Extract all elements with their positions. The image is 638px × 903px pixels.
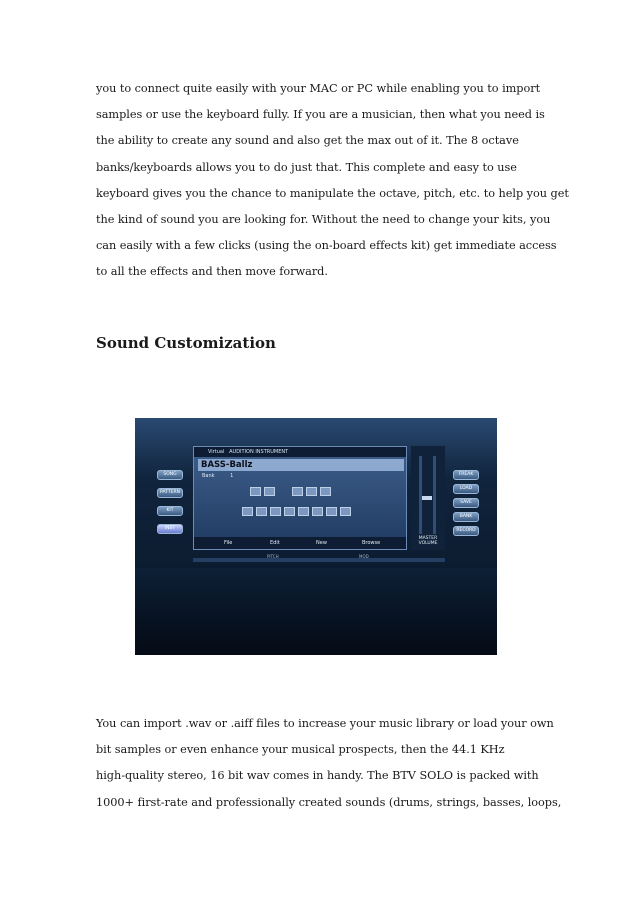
section-heading: Sound Customization — [96, 334, 276, 352]
paragraph-import — [96, 711, 566, 816]
kit-button: KIT — [157, 506, 183, 516]
screen-title-bar — [194, 447, 406, 457]
pad — [284, 507, 295, 516]
text-line: the kind of sound you are looking for. Without the need to change your kits, you — [96, 213, 551, 227]
instrument-screen — [193, 446, 407, 550]
pad — [250, 487, 261, 496]
mod-label: MOD — [359, 554, 369, 559]
pitch-label: PITCH — [267, 554, 279, 559]
bank-label: Bank — [202, 473, 215, 479]
screenshot-frame — [135, 418, 497, 568]
record-button: RECORD — [453, 526, 479, 536]
pad — [292, 487, 303, 496]
text-line: You can import .wav or .aiff files to increase your music library or load your own — [96, 717, 554, 730]
volume-slider — [419, 456, 422, 534]
bank-button: BANK — [453, 512, 479, 522]
level-meter — [433, 456, 436, 534]
pad — [242, 507, 253, 516]
pitch-mod-bar — [193, 558, 445, 562]
edit-menu: Edit — [270, 540, 280, 546]
text-line: banks/keyboards allows you to do just that. This complete and easy to use — [96, 160, 517, 174]
pad — [264, 487, 275, 496]
pad — [306, 487, 317, 496]
pad — [312, 507, 323, 516]
text-line: samples or use the keyboard fully. If you are a musician, then what you need is — [96, 108, 545, 122]
slider-knob — [422, 496, 432, 500]
inst-button: INST — [157, 524, 183, 534]
bank-row — [202, 473, 233, 479]
file-menu: File — [224, 540, 233, 546]
bank-value: 1 — [230, 473, 234, 479]
screenshot-reflection — [135, 568, 497, 655]
text-line: 1000+ first-rate and professionally created sounds (drums, strings, basses, loops, — [96, 795, 562, 809]
text-line: keyboard gives you the chance to manipulate the octave, pitch, etc. to help you get — [96, 186, 569, 200]
text-line: high-quality stereo, 16 bit wav comes in handy. The BTV SOLO is packed with — [96, 769, 539, 783]
text-line: you to connect quite easily with your MAC or PC while enabling you to import — [96, 82, 541, 95]
instrument-name: BASS-Ballz — [198, 459, 404, 471]
save-button: SAVE — [453, 498, 479, 508]
text-line: to all the effects and then move forward. — [96, 265, 328, 279]
pad — [298, 507, 309, 516]
pad — [320, 487, 331, 496]
paragraph-intro — [96, 76, 569, 286]
pad — [340, 507, 351, 516]
volume-panel — [411, 446, 445, 550]
audition-title: AUDITION INSTRUMENT — [229, 449, 289, 455]
virtual-label: Virtual — [208, 449, 225, 455]
text-line: bit samples or even enhance your musical prospects, then the 44.1 KHz — [96, 743, 505, 757]
master-volume-label: MASTER VOLUME — [418, 536, 438, 546]
load-button: LOAD — [453, 484, 479, 494]
pattern-button: PATTERN — [157, 488, 183, 498]
pad — [270, 507, 281, 516]
text-line: can easily with a few clicks (using the on-board effects kit) get immediate access — [96, 239, 557, 253]
screen-menu-bar — [194, 537, 406, 549]
freak-button: FREAK — [453, 470, 479, 480]
pad — [326, 507, 337, 516]
song-button: SONG — [157, 470, 183, 480]
browse-menu: Browse — [362, 540, 381, 546]
software-screenshot — [135, 418, 497, 655]
pad — [256, 507, 267, 516]
new-menu: New — [316, 540, 327, 546]
text-line: the ability to create any sound and also get the max out of it. The 8 octave — [96, 134, 519, 148]
